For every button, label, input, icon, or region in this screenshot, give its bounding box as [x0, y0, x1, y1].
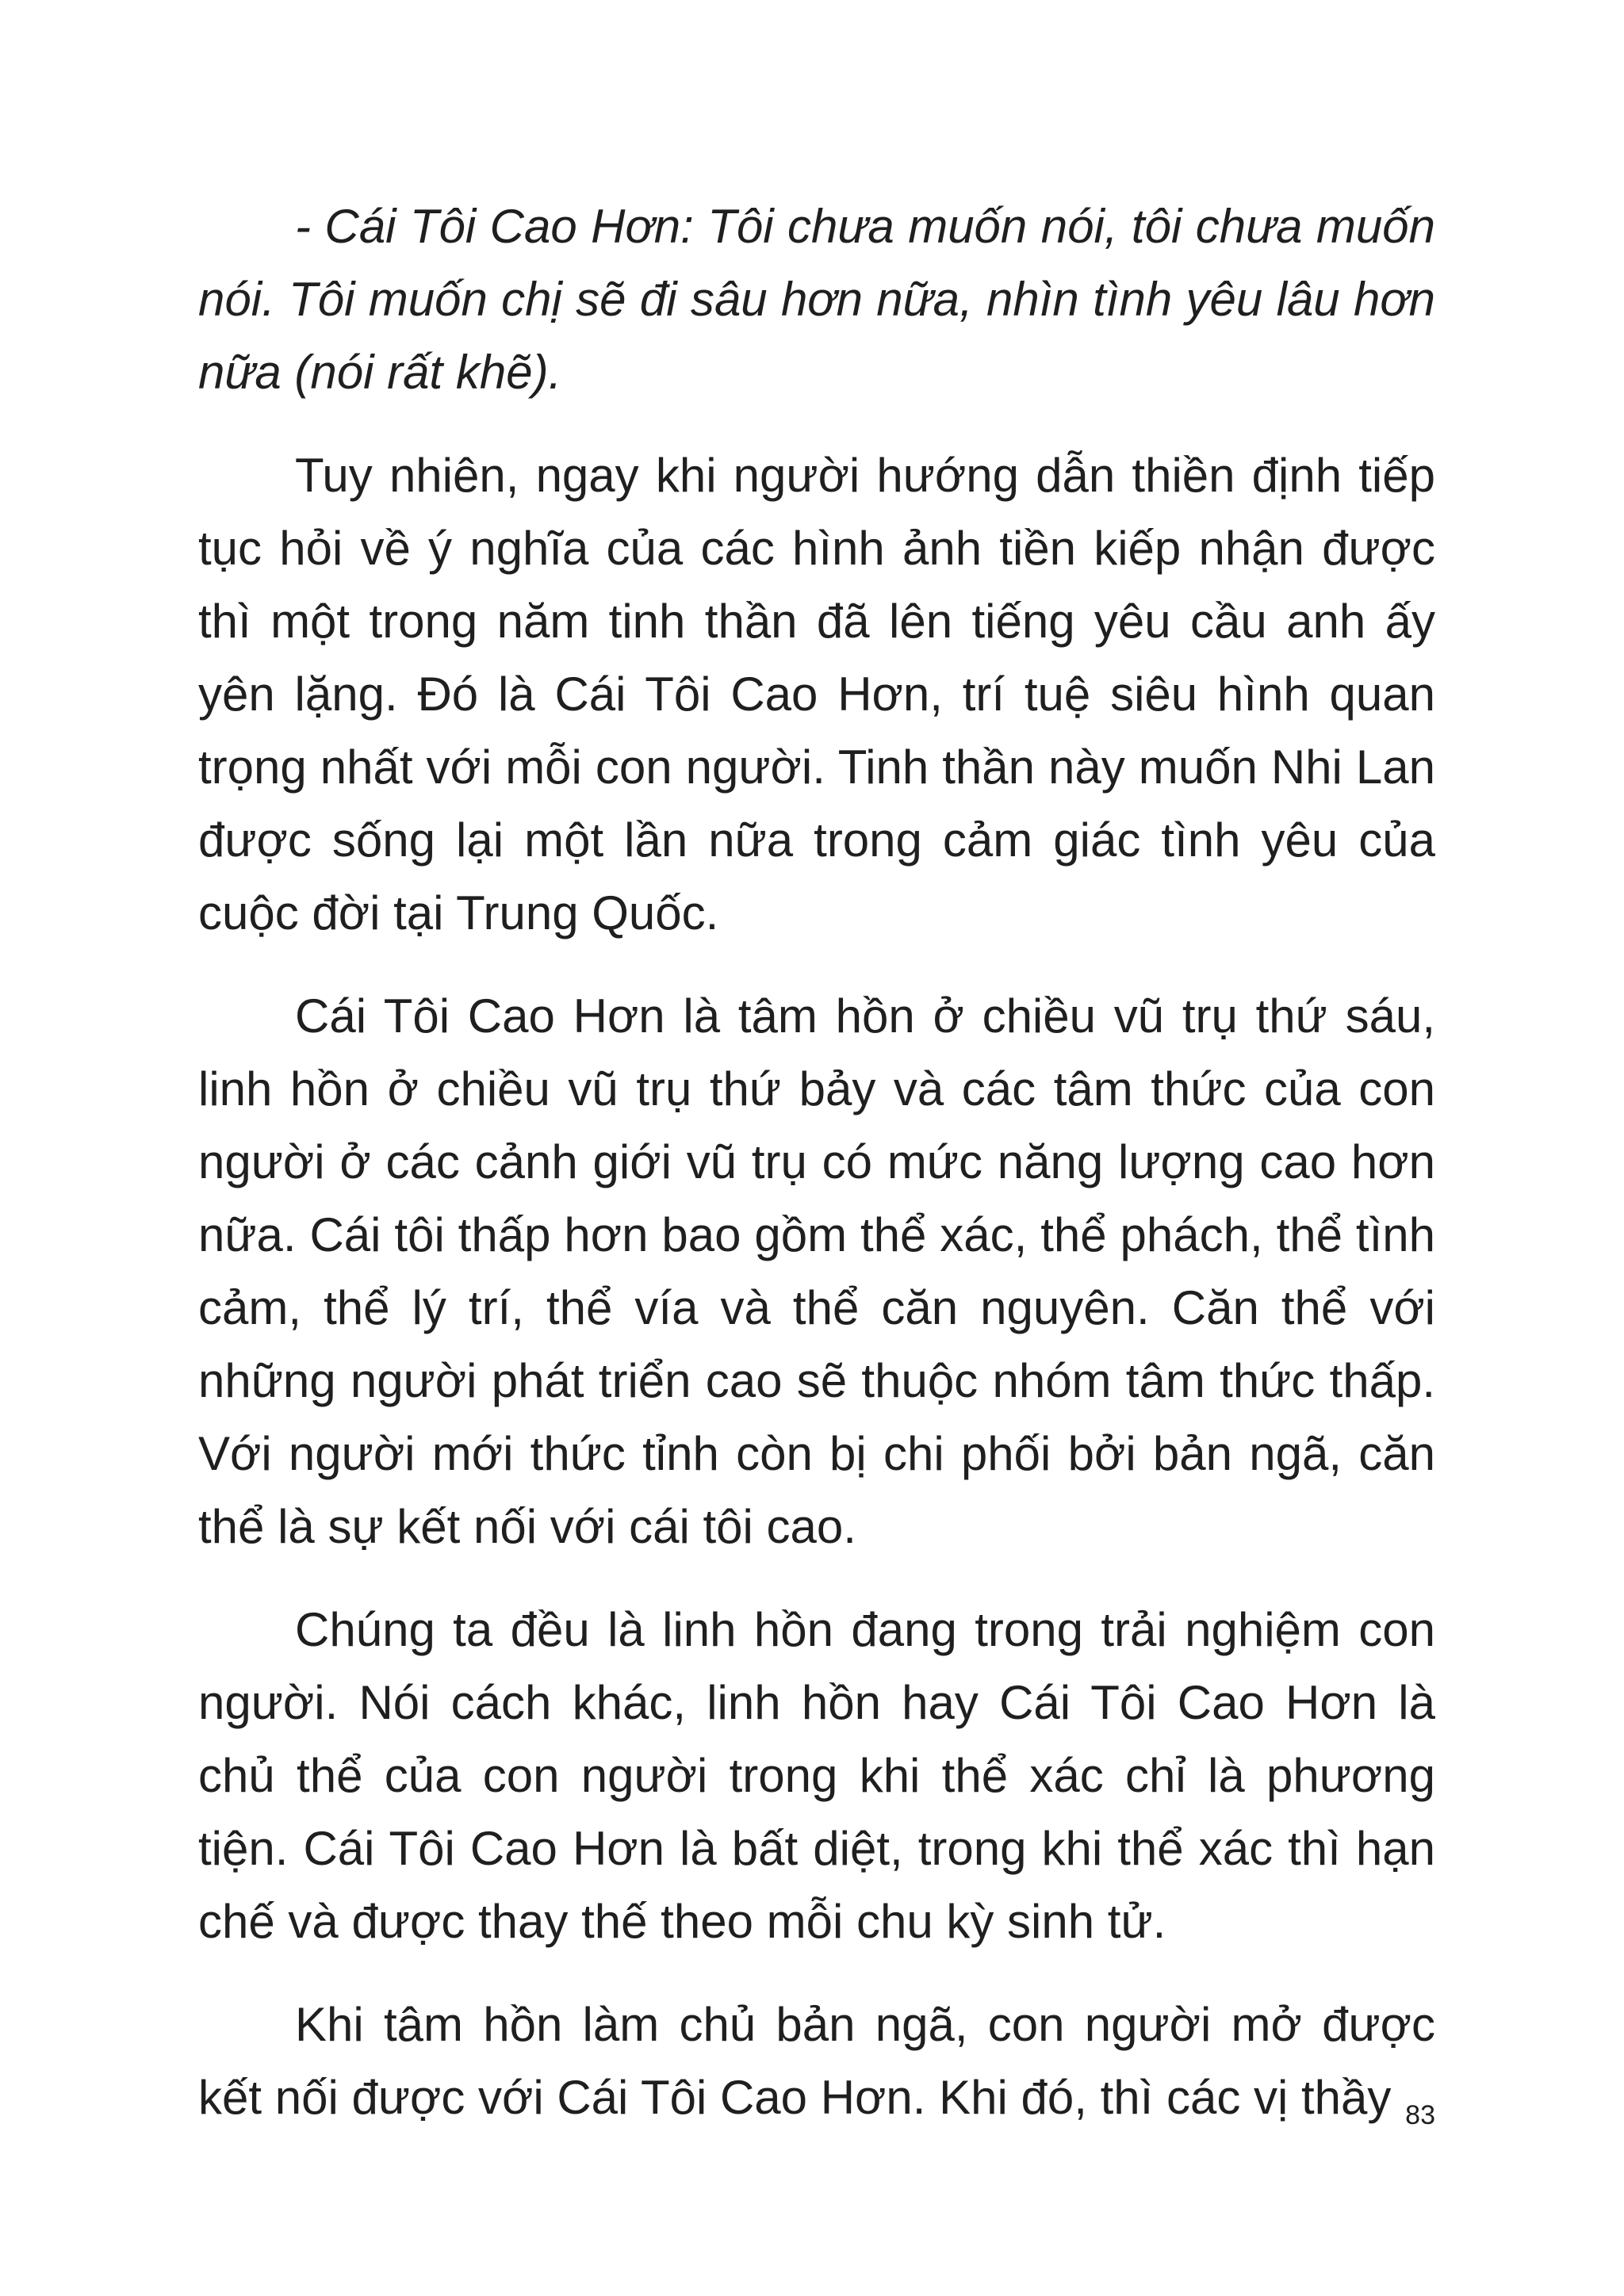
page-number: 83 — [1405, 2100, 1435, 2130]
body-paragraph: Khi tâm hồn làm chủ bản ngã, con người mở được kết nối được với Cái Tôi Cao Hơn. Khi đó, thì các vị thầy — [198, 1998, 1435, 2124]
page-body — [198, 190, 1435, 2164]
body-paragraph: Chúng ta đều là linh hồn đang trong trải nghiệm con người. Nói cách khác, linh hồn hay Cái Tôi Cao Hơn là chủ thể của con người trong khi thể xác chỉ là phương tiện. Cái Tôi Cao Hơn là bất diệt, trong khi thể xác thì hạn chế và được thay thế theo mỗi chu kỳ sinh tử. — [198, 1603, 1435, 1948]
body-paragraph: Tuy nhiên, ngay khi người hướng dẫn thiền định tiếp tục hỏi về ý nghĩa của các hình ảnh tiền kiếp nhận được thì một trong năm tinh thần đã lên tiếng yêu cầu anh ấy yên lặng. Đó là Cái Tôi Cao Hơn, trí tuệ siêu hình quan trọng nhất với mỗi con người. Tinh thần này muốn Nhi Lan được sống lại một lần nữa trong cảm giác tình yêu của cuộc đời tại Trung Quốc. — [198, 449, 1435, 939]
dialogue-paragraph: - Cái Tôi Cao Hơn: Tôi chưa muốn nói, tôi chưa muốn nói. Tôi muốn chị sẽ đi sâu hơn nữa, nhìn tình yêu lâu hơn nữa (nói rất khẽ). — [198, 200, 1435, 399]
body-paragraph: Cái Tôi Cao Hơn là tâm hồn ở chiều vũ trụ thứ sáu, linh hồn ở chiều vũ trụ thứ bảy và các tâm thức của con người ở các cảnh giới vũ trụ có mức năng lượng cao hơn nữa. Cái tôi thấp hơn bao gồm thể xác, thể phách, thể tình cảm, thể lý trí, thể vía và thể căn nguyên. Căn thể với những người phát triển cao sẽ thuộc nhóm tâm thức thấp. Với người mới thức tỉnh còn bị chi phối bởi bản ngã, căn thể là sự kết nối với cái tôi cao. — [198, 989, 1435, 1553]
